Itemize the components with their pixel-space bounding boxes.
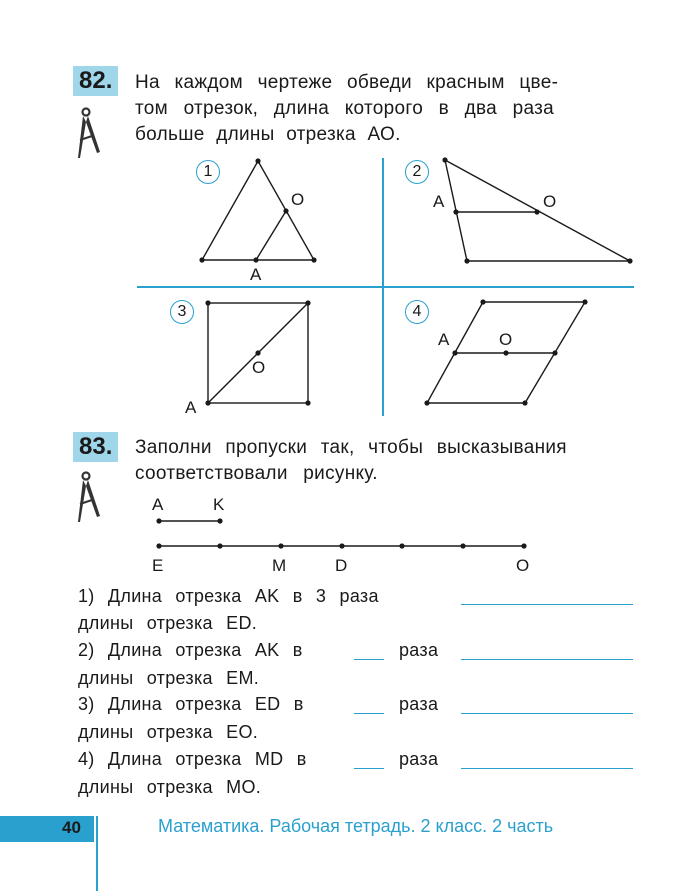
- item-2-word: раза: [399, 640, 439, 660]
- item-2-line-2: длины отрезка EM.: [78, 668, 260, 688]
- item-3-line-2: длины отрезка EO.: [78, 722, 259, 742]
- figure-4-label-a: A: [438, 330, 450, 349]
- task-82-line-1-text: На каждом чертеже обведи красным цве-: [135, 72, 559, 93]
- task-82-line-3: больше длины отрезка АО.: [135, 124, 401, 145]
- item-3-word: раза: [399, 694, 439, 714]
- figure-3-label-o: O: [252, 358, 266, 377]
- segment-label-a: A: [152, 495, 164, 514]
- figure-1-number: 1: [196, 160, 220, 184]
- item-1-line-2: длины отрезка ED.: [78, 613, 258, 633]
- item-3-line-1: 3) Длина отрезка ED в: [78, 694, 304, 714]
- item-4-word: раза: [399, 749, 439, 769]
- figure-2-number: 2: [405, 160, 429, 184]
- item-2-answer-blank[interactable]: [461, 659, 633, 660]
- footer-title: Математика. Рабочая тетрадь. 2 класс. 2 часть: [158, 816, 554, 836]
- task-83-line-1: Заполни пропуски так, чтобы высказывания: [135, 437, 567, 458]
- item-1-answer-blank[interactable]: [461, 604, 633, 605]
- figure-4-label-o: O: [499, 330, 513, 349]
- figure-2-label-o: O: [543, 192, 557, 211]
- task-83-line-2: соответствовали рисунку.: [135, 463, 378, 484]
- line-label-d: D: [335, 556, 348, 575]
- line-label-m: M: [272, 556, 287, 575]
- task-83-number: 83.: [73, 432, 118, 462]
- task-82-line-2: том отрезок, длина которого в два раза: [135, 98, 555, 119]
- page-number: 40: [62, 818, 81, 837]
- figure-2-label-a: A: [433, 192, 445, 211]
- segment-label-k: K: [213, 495, 225, 514]
- task-82-number: 82.: [73, 66, 118, 96]
- item-3-answer-blank[interactable]: [461, 713, 633, 714]
- line-label-o: O: [516, 556, 530, 575]
- item-3-number-blank[interactable]: [354, 713, 384, 714]
- footer-vertical-line: [96, 816, 98, 891]
- item-4-number-blank[interactable]: [354, 768, 384, 769]
- figure-1-label-o: O: [291, 190, 305, 209]
- item-4-answer-blank[interactable]: [461, 768, 633, 769]
- figure-3-label-a: A: [185, 398, 197, 417]
- item-4-line-2: длины отрезка MO.: [78, 777, 262, 797]
- figure-1-label-a: A: [250, 265, 262, 284]
- line-label-e: E: [152, 556, 164, 575]
- item-4-line-1: 4) Длина отрезка MD в: [78, 749, 307, 769]
- figure-4-number: 4: [405, 300, 429, 324]
- item-2-line-1: 2) Длина отрезка AK в: [78, 640, 303, 660]
- figure-3-number: 3: [170, 300, 194, 324]
- item-1-line-1: 1) Длина отрезка AK в 3 раза: [78, 586, 379, 606]
- item-2-number-blank[interactable]: [354, 659, 384, 660]
